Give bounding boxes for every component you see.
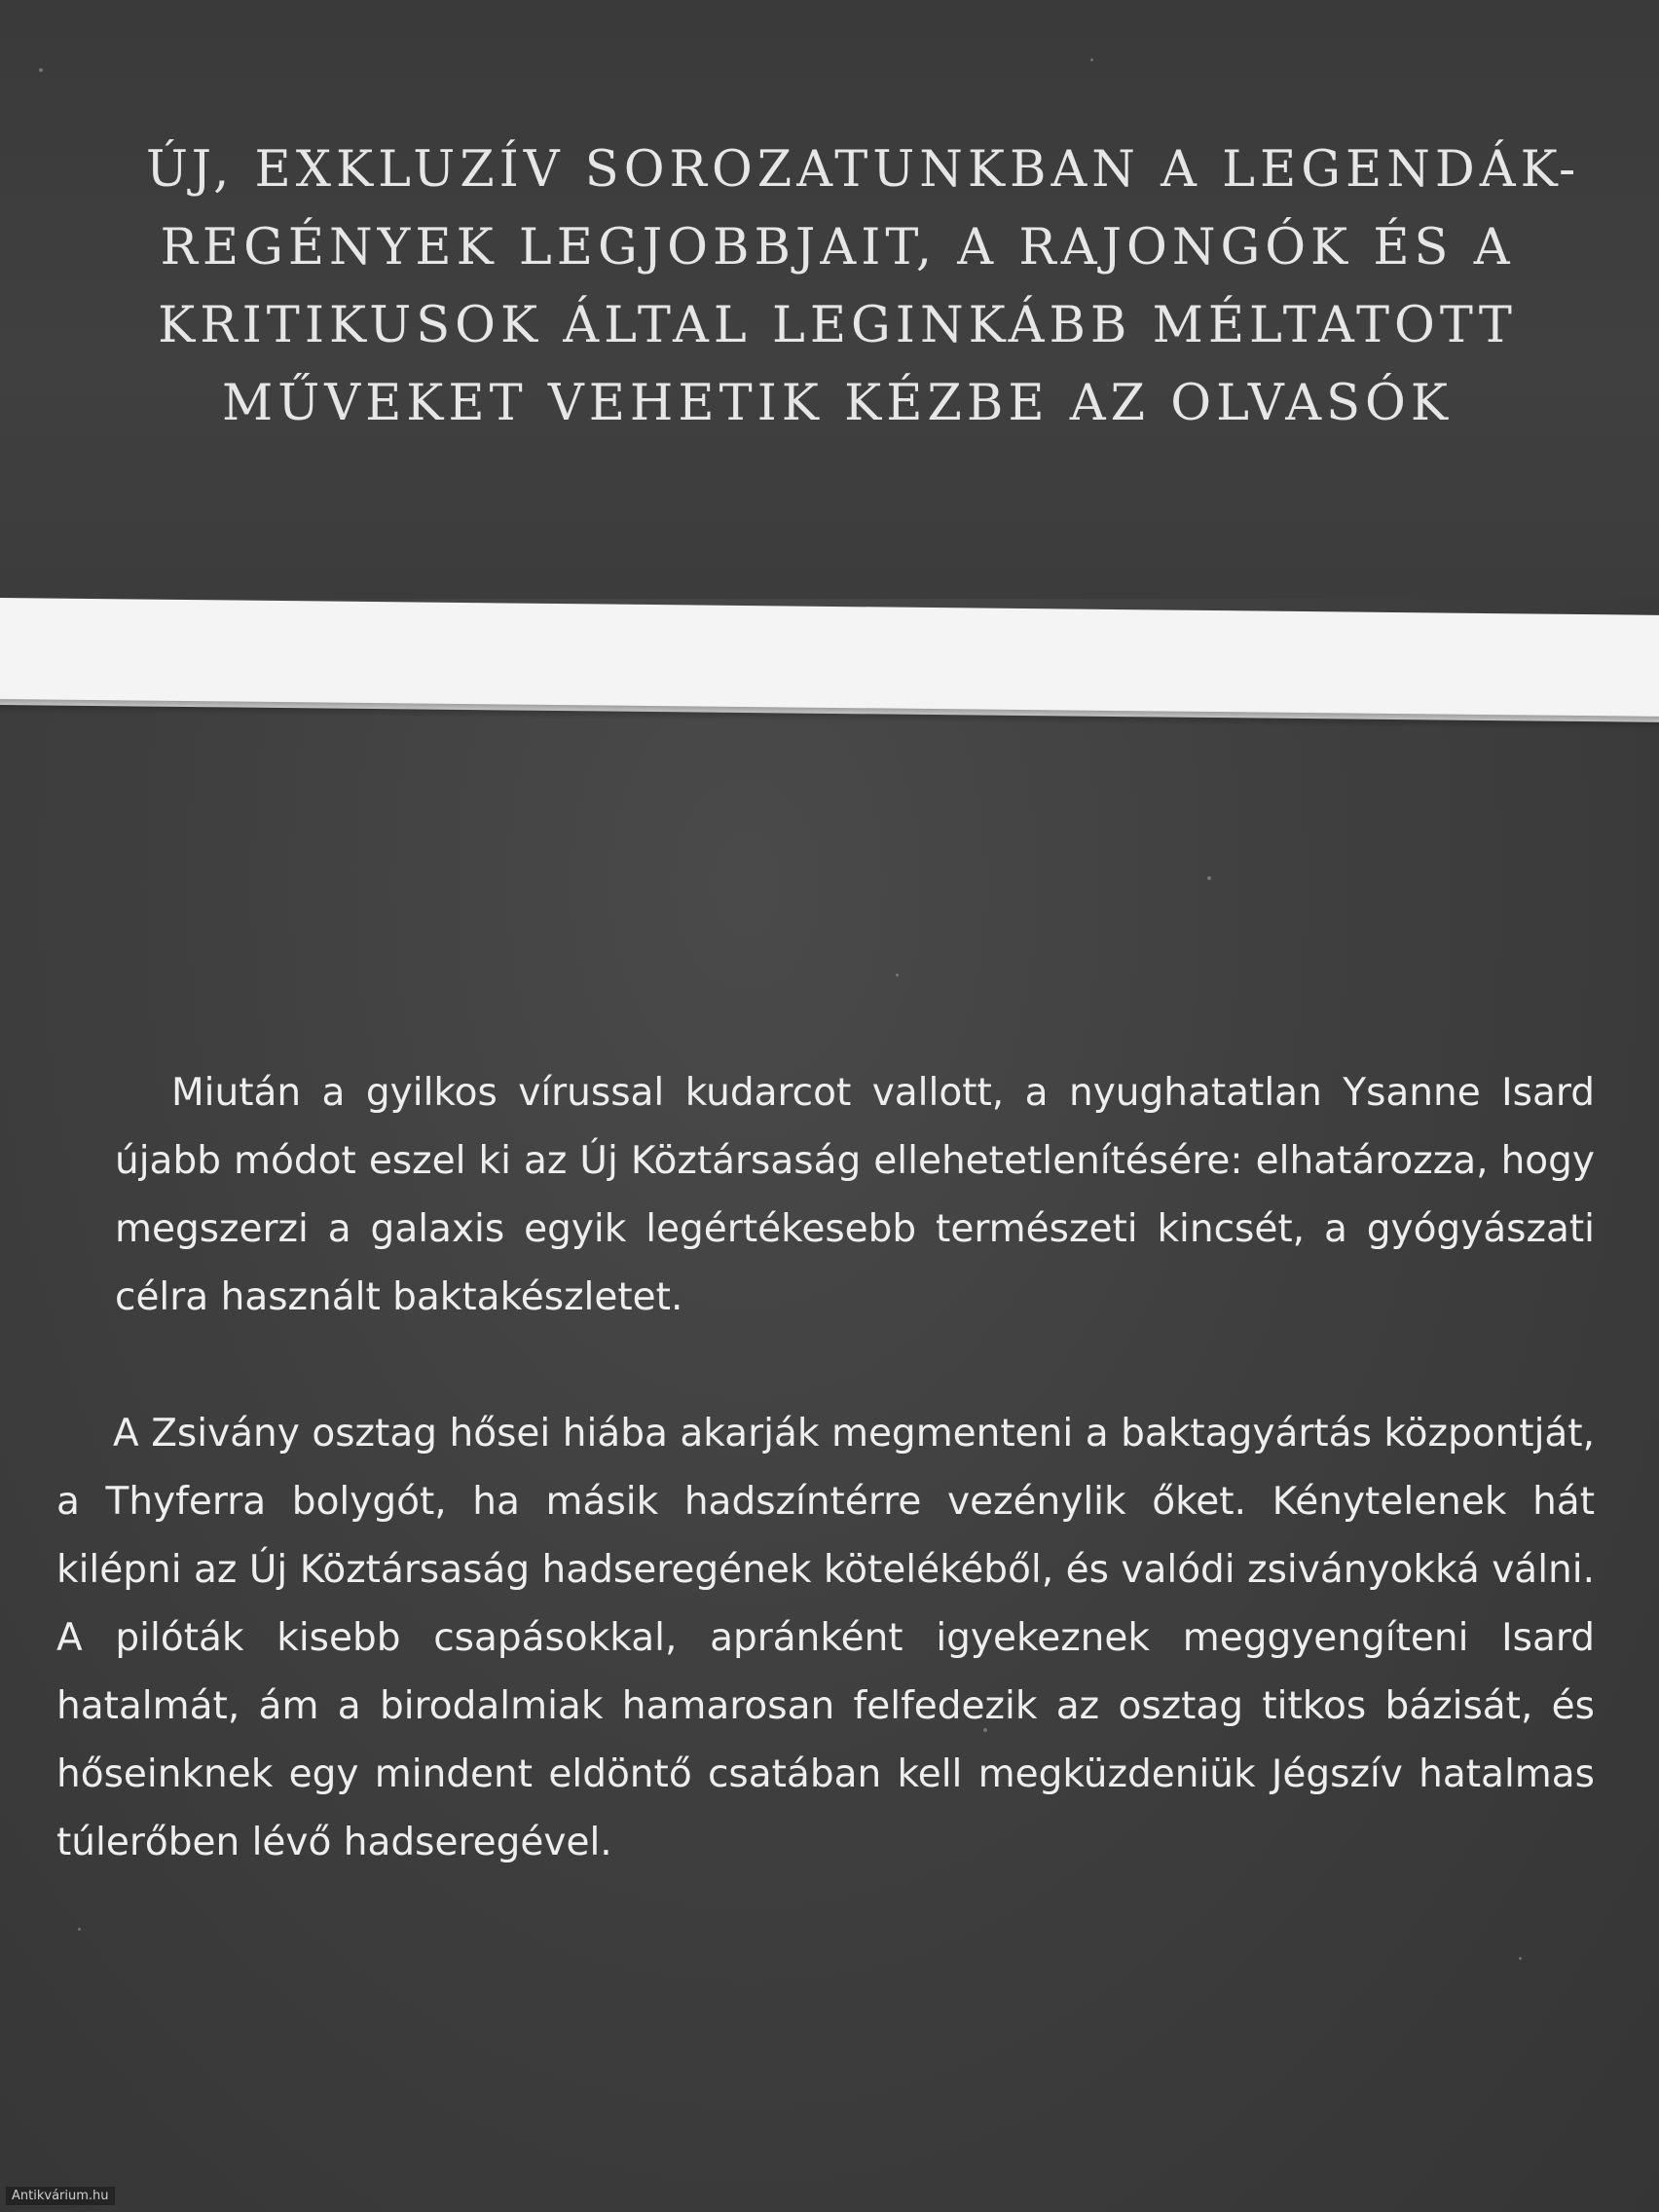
dust-speck	[983, 1728, 987, 1732]
book-blurb	[56, 1059, 1595, 1877]
dust-speck	[1090, 58, 1093, 61]
tagline-line: MŰVEKET VEHETIK KÉZBE AZ OLVASÓK	[222, 375, 1453, 432]
dust-speck	[39, 68, 43, 72]
blurb-paragraph: A Zsivány osztag hősei hiába akarják megmenteni a baktagyártás központját, a Thyferra bolygót, ha másik hadszíntérre vezénylik őket. Kénytelenek hát kilépni az Új Köztársaság hadseregének kötelékéből, és valódi zsiványokká válni. A pilóták kisebb csapásokkal, apránként igyekeznek meggyengíteni Isard hatalmát, ám a birodalmiak hamarosan felfedezik az osztag titkos bázisát, és hőseinknek egy mindent eldöntő csatában kell megküzdeniük Jégszív hatalmas túlerőben lévő hadseregével.	[56, 1412, 1595, 1864]
tagline-line: KRITIKUSOK ÁLTAL LEGINKÁBB MÉLTATOTT	[158, 297, 1517, 354]
tagline-line: ÚJ, EXKLUZÍV SOROZATUNKBAN A LEGENDÁK-	[146, 141, 1581, 199]
dust-speck	[1519, 1957, 1522, 1960]
source-watermark: Antikvárium.hu	[6, 2187, 115, 2205]
blurb-paragraph: Miután a gyilkos vírussal kudarcot vallott, a nyughatatlan Ysanne Isard újabb módot eszel ki az Új Köztársaság ellehetetlenítésére: elhatározza, hogy megszerzi a galaxis egyik legértékesebb természeti kincsét, a gyógyászati célra használt baktakészletet.	[115, 1071, 1595, 1319]
tagline-panel	[0, 0, 1659, 599]
series-tagline	[146, 131, 1581, 443]
dust-speck	[78, 1928, 81, 1931]
dust-speck	[1207, 876, 1211, 880]
dust-speck	[896, 974, 899, 977]
tagline-line: REGÉNYEK LEGJOBBJAIT, A RAJONGÓK ÉS A	[160, 219, 1515, 276]
